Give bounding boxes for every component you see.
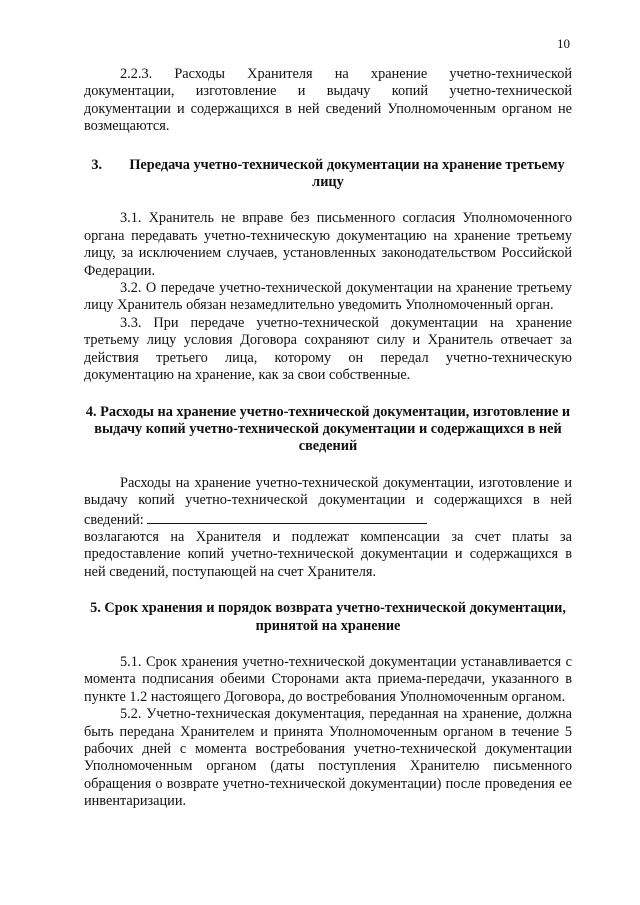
paragraph-3-1: 3.1. Хранитель не вправе без письменного согласия Уполномоченного органа передавать учетно-техническую документацию на хранение третьему лицу, за исключением случаев, установленных законодательством Российской Федерации. bbox=[84, 210, 572, 279]
document-body bbox=[84, 66, 572, 811]
section-5-heading: 5. Срок хранения и порядок возврата учетно-технической документации, принятой на хранение bbox=[90, 600, 566, 634]
section-4-heading: 4. Расходы на хранение учетно-технической документации, изготовление и выдачу копий учетно-технической документации и содержащихся в ней сведений bbox=[85, 403, 571, 455]
paragraph-2-2-3: 2.2.3. Расходы Хранителя на хранение учетно-технической документации, изготовление и выдачу копий учетно-технической документации и содержащихся в ней сведений Уполномоченным органом не возмещаются. bbox=[84, 66, 572, 135]
paragraph-4-1-continued: возлагаются на Хранителя и подлежат компенсации за счет платы за предоставление копий учетно-технической документации и содержащихся в ней сведений, поступающей на счет Хранителя. bbox=[84, 528, 572, 580]
section-3-title: Передача учетно-технической документации на хранение третьему лицу bbox=[129, 156, 565, 191]
section-3-number: 3. bbox=[91, 156, 103, 173]
paragraph-3-3: 3.3. При передаче учетно-технической документации на хранение третьему лицу условия Договора сохраняют силу и Хранитель отвечает за действия третьего лица, которому он передал учетно-техническую документацию на хранение, как за свои собственные. bbox=[84, 314, 572, 384]
paragraph-5-1: 5.1. Срок хранения учетно-технической документации устанавливается с момента подписания обеими Сторонами акта приема-передачи, указанного в пункте 1.2 настоящего Договора, до востребования Уполномоченным органом. bbox=[84, 653, 572, 705]
paragraph-3-2: 3.2. О передаче учетно-технической документации на хранение третьему лицу Хранитель обязан незамедлительно уведомить Уполномоченный орган. bbox=[84, 280, 572, 314]
blank-fill-line[interactable] bbox=[147, 510, 427, 524]
section-3-heading bbox=[84, 157, 572, 192]
paragraph-5-2: 5.2. Учетно-техническая документация, переданная на хранение, должна быть передана Хранителем и принята Уполномоченным органом в течение 5 рабочих дней с момента востребования учетно-технической документации Уполномоченным органом (даты поступления Хранителю письменного обращения о возврате учетно-технической документации) после проведения ее инвентаризации. bbox=[84, 706, 572, 810]
paragraph-4-1-start: Расходы на хранение учетно-технической документации, изготовление и выдачу копий учетно-технической документации и содержащихся в ней сведений: bbox=[84, 474, 572, 528]
paragraph-4-1 bbox=[84, 475, 572, 529]
page-number: 10 bbox=[557, 36, 570, 51]
